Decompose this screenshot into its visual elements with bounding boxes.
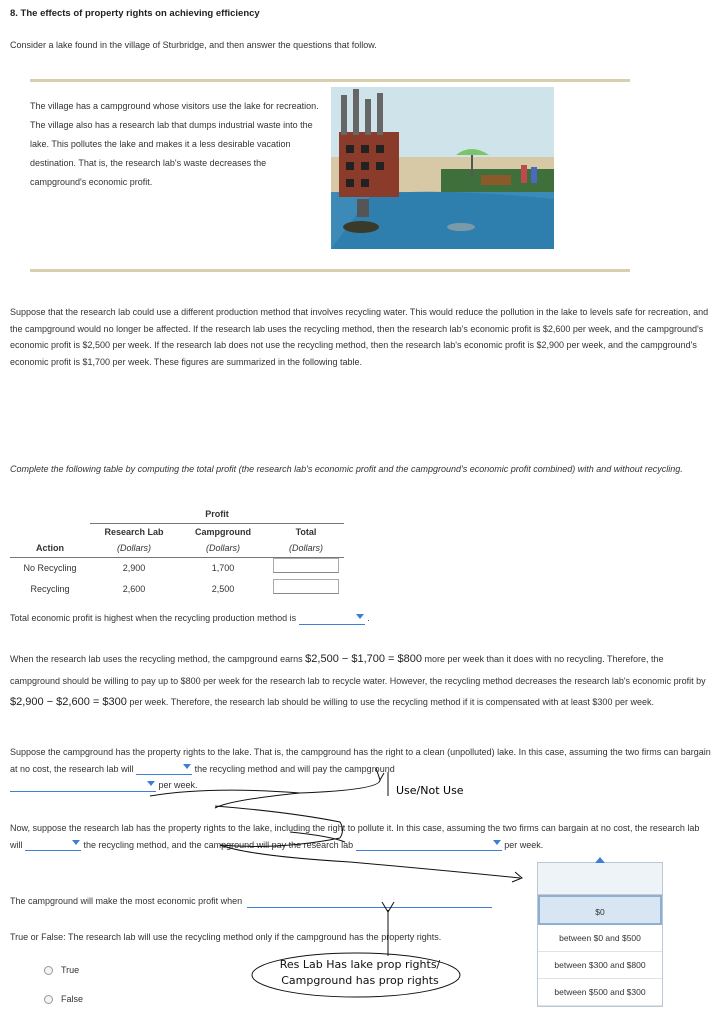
- lab-loss-equation: $2,900 − $2,600 = $300: [10, 695, 127, 708]
- chevron-down-icon: [147, 781, 155, 786]
- total-recycling-input[interactable]: [273, 579, 339, 594]
- table-row: [10, 557, 344, 578]
- annotation-bubble-text: Res Lab Has lake prop rights/ Campground has prop rights: [279, 958, 441, 987]
- col-header-lab: Research Lab: [104, 526, 164, 537]
- annotation-use-not-use: Use/Not Use: [396, 784, 464, 797]
- q-lab-rights-text2: the recycling method, and the campground will pay the research lab: [83, 839, 354, 850]
- recycling-scenario-paragraph: Suppose that the research lab could use a different production method that involves recycling water. This would reduce the pollution in the lake to levels safe for recreation, and the campground would no longer be affected. If the research lab uses the recycling method, then the research lab's economic profit is $2,600 per week, and the campground's economic profit is $2,500 per week. If the research lab does not use the recycling method, then the research lab's economic profit is $2,900 per week, and the campground's economic profit is $1,700 per week. These figures are summarized in the following table.: [10, 307, 709, 367]
- lab-rights-use-dropdown[interactable]: [25, 839, 81, 851]
- row-lab-profit: 2,600: [122, 583, 146, 594]
- col-header-action: Action: [10, 540, 90, 557]
- question-intro: Consider a lake found in the village of Sturbridge, and then answer the questions that follow.: [10, 40, 377, 50]
- campground-rights-payment-dropdown[interactable]: [10, 780, 156, 792]
- q-lab-rights-text1: Now, suppose the research lab has the property rights to the lake, including the right to pollute it. In this case, assuming the two firms can bargain at no cost, the research lab will: [10, 823, 700, 850]
- q-total-highest-period: .: [367, 613, 370, 623]
- dropdown-option[interactable]: between $300 and $800: [538, 952, 662, 979]
- radio-button[interactable]: [44, 995, 53, 1004]
- radio-false-label: False: [61, 994, 84, 1004]
- col-unit-campground: (Dollars): [178, 540, 268, 557]
- q-total-highest-text: Total economic profit is highest when the recycling production method is: [10, 613, 297, 623]
- q-campground-rights-text2: the recycling method and will pay the campground: [194, 763, 395, 774]
- recycling-method-dropdown[interactable]: [299, 613, 365, 625]
- q-campground-rights-text3: per week.: [158, 780, 198, 791]
- explanation-part1: When the research lab uses the recycling method, the campground earns: [10, 654, 306, 664]
- scenario-bottom-rule: [30, 269, 630, 272]
- q-true-false-text: True or False: The research lab will use the recycling method only if the campground has the property rights.: [10, 932, 442, 942]
- table-instruction: Complete the following table by computing the total profit (the research lab's economic profit and the campground's economic profit combined) with and without recycling.: [10, 464, 683, 474]
- chevron-down-icon: [356, 614, 364, 619]
- q-total-highest: [10, 610, 714, 627]
- table-row: [10, 579, 344, 600]
- chevron-down-icon: [72, 840, 80, 845]
- row-campground-profit: 1,700: [211, 562, 235, 573]
- row-action: No Recycling: [23, 562, 77, 573]
- caret-up-icon: [595, 857, 605, 863]
- col-header-campground: Campground: [195, 526, 251, 537]
- row-lab-profit: 2,900: [122, 562, 146, 573]
- explanation-part3: per week. Therefore, the research lab should be willing to use the recycling method if it is compensated with at least $300 per week.: [126, 696, 654, 707]
- scenario-text: The village has a campground whose visitors use the lake for recreation. The village also has a research lab that dumps industrial waste into the lake. This pollutes the lake and makes it a less desirable vacation destination. That is, the research lab's waste decreases the campground's economic profit.: [30, 101, 319, 187]
- payment-dropdown-menu[interactable]: [537, 862, 663, 1007]
- radio-true-label: True: [61, 965, 80, 975]
- chevron-down-icon: [183, 764, 191, 769]
- col-unit-lab: (Dollars): [90, 540, 178, 557]
- scenario-illustration: [331, 87, 554, 249]
- col-header-total: Total: [295, 526, 317, 537]
- q-most-profit-text: The campground will make the most economic profit when: [10, 896, 243, 906]
- dropdown-option[interactable]: between $0 and $500: [538, 925, 662, 952]
- campground-rights-use-dropdown[interactable]: [136, 763, 192, 775]
- scenario-top-rule: [30, 79, 630, 82]
- radio-button[interactable]: [44, 966, 53, 975]
- explanation-paragraph: [10, 648, 714, 715]
- most-profit-dropdown[interactable]: [247, 896, 492, 908]
- chevron-down-icon: [493, 840, 501, 845]
- row-action: Recycling: [30, 583, 70, 594]
- dropdown-menu-header: [538, 863, 662, 895]
- profit-table: [10, 506, 344, 599]
- q-lab-rights-text3: per week.: [504, 839, 544, 850]
- dropdown-option[interactable]: $0: [538, 895, 662, 925]
- row-campground-profit: 2,500: [211, 583, 235, 594]
- q-lab-rights: [10, 820, 714, 853]
- profit-group-header: Profit: [90, 506, 344, 523]
- dropdown-option[interactable]: between $500 and $300: [538, 979, 662, 1006]
- question-title: 8. The effects of property rights on achieving efficiency: [10, 8, 260, 19]
- campground-gain-equation: $2,500 − $1,700 = $800: [305, 653, 423, 665]
- total-no-recycling-input[interactable]: [273, 558, 339, 573]
- q-campground-rights-text1: Suppose the campground has the property rights to the lake. That is, the campground has the right to a clean (unpolluted) lake. In this case, assuming the two firms can bargain at no cost, the research lab will: [10, 747, 711, 774]
- lab-rights-payment-dropdown[interactable]: [356, 839, 502, 851]
- radio-true[interactable]: [44, 962, 79, 979]
- radio-false[interactable]: [44, 991, 83, 1008]
- explanation-part2: more per week than it does with no recycling. Therefore, the campground should be willing to pay up to $800 per week for the research lab to recycle water. However, the recycling method decreases the research lab's economic profit by: [10, 654, 706, 686]
- col-unit-total: (Dollars): [268, 540, 344, 557]
- q-campground-rights: [10, 744, 714, 794]
